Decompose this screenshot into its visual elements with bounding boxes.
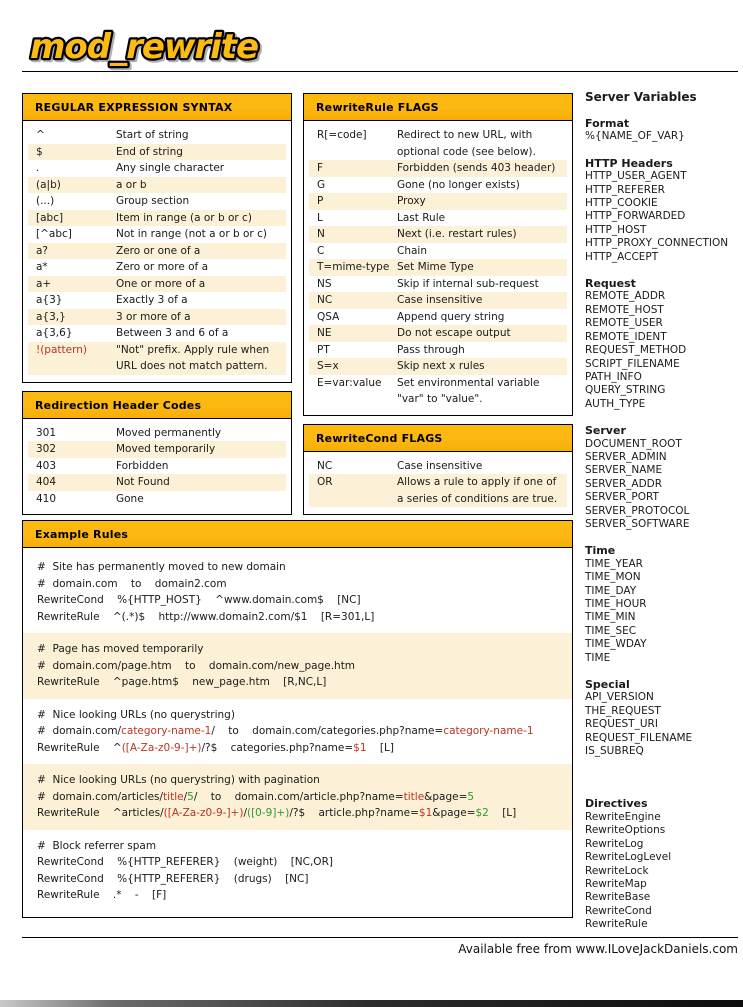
sidebar-section <box>585 277 739 411</box>
table-row <box>309 276 567 293</box>
logo-text: mod_rewrite <box>30 27 259 67</box>
code-segment: # Page has moved temporarily <box>37 643 204 655</box>
table-row <box>28 342 286 375</box>
code-segment: # Nice looking URLs (no querystring) <box>37 708 235 721</box>
description-cell: Skip next x rules <box>397 360 485 372</box>
code-cell: 410 <box>36 492 57 505</box>
code-cell: S=x <box>317 360 339 372</box>
server-variable: TIME_WDAY <box>585 638 647 651</box>
code-line <box>37 609 558 626</box>
server-variable: RewriteLock <box>585 864 649 877</box>
left-column <box>22 93 292 515</box>
example-rule-block <box>23 830 572 912</box>
code-cell: . <box>36 162 40 174</box>
table-row <box>28 425 286 442</box>
code-line <box>37 576 558 593</box>
code-cell: a? <box>36 244 49 257</box>
server-variable: RewriteMap <box>585 877 647 890</box>
description-cell: Start of string <box>116 129 189 141</box>
description-cell: Gone <box>116 492 144 505</box>
regex-syntax-panel <box>22 93 292 383</box>
example-rule-block <box>23 633 572 699</box>
description-cell: Moved temporarily <box>116 443 216 455</box>
code-segment: $2 <box>475 807 489 819</box>
server-variable: RewriteEngine <box>585 810 661 823</box>
table-row <box>309 358 567 375</box>
table-row <box>28 474 286 491</box>
server-variable: SERVER_PROTOCOL <box>585 504 690 517</box>
table-row <box>28 292 286 309</box>
description-cell: One or more of a <box>116 277 206 290</box>
sidebar-section-heading: Format <box>585 117 630 130</box>
description-cell: Set Mime Type <box>397 261 474 273</box>
server-variable: HTTP_USER_AGENT <box>585 170 687 183</box>
redirect-codes-table <box>23 419 291 515</box>
code-segment: ([0-9]+) <box>246 807 290 819</box>
server-variable: REMOTE_USER <box>585 317 663 330</box>
server-variable: REMOTE_IDENT <box>585 330 667 343</box>
code-line <box>37 789 558 806</box>
table-row <box>28 177 286 194</box>
description-cell: Any single character <box>116 162 225 174</box>
sidebar-section <box>585 424 739 531</box>
description-cell: Forbidden <box>116 459 169 472</box>
code-segment: # Block referrer spam <box>37 839 157 852</box>
server-variable: HTTP_ACCEPT <box>585 250 659 263</box>
description-cell: Between 3 and 6 of a <box>116 327 229 339</box>
description-cell: Proxy <box>397 195 426 207</box>
example-rules-panel <box>22 520 573 918</box>
code-cell: a{3,} <box>36 310 66 323</box>
description-cell: Not in range (not a or b or c) <box>116 228 267 240</box>
code-segment: / <box>183 790 188 803</box>
code-segment: RewriteRule ^page.htm$ new_page.htm [R,NC,L] <box>37 676 327 688</box>
server-variable: HTTP_COOKIE <box>585 197 658 210</box>
server-variables-title: Server Variables <box>585 90 697 104</box>
code-cell: 403 <box>36 459 57 472</box>
code-segment: $1 <box>353 741 367 754</box>
code-cell: a{3,6} <box>36 327 73 339</box>
code-cell: G <box>317 178 326 191</box>
server-variable: THE_REQUEST <box>585 704 661 717</box>
code-cell: NC <box>317 294 333 306</box>
code-cell: 302 <box>36 443 57 455</box>
code-cell: (a|b) <box>36 178 61 191</box>
description-cell: End of string <box>116 145 183 158</box>
example-rule-block <box>23 551 572 633</box>
code-line <box>37 592 558 609</box>
server-variable: REQUEST_METHOD <box>585 344 687 357</box>
code-cell: R[=code] <box>317 129 367 141</box>
description-cell: Skip if internal sub-request <box>397 277 539 290</box>
code-cell: PT <box>317 343 330 356</box>
code-cell: OR <box>317 476 333 488</box>
server-variable: HTTP_FORWARDED <box>585 210 686 223</box>
sidebar-section-heading: Request <box>585 277 636 291</box>
server-variable: REQUEST_URI <box>585 718 658 731</box>
code-segment: # Nice looking URLs (no querystring) with pagination <box>37 774 320 786</box>
table-row <box>28 144 286 161</box>
regex-syntax-table <box>23 121 291 382</box>
code-cell: [^abc] <box>36 228 72 240</box>
example-rule-block <box>23 764 572 830</box>
code-segment: category-name-1 <box>121 725 212 737</box>
server-variable: DOCUMENT_ROOT <box>585 437 682 450</box>
example-rules-body <box>23 548 572 917</box>
code-cell: C <box>317 244 325 257</box>
description-cell: "Not" prefix. Apply rule when URL does not match pattern. <box>116 343 270 372</box>
code-segment: title <box>403 790 425 803</box>
server-variable: RewriteRule <box>585 918 648 931</box>
code-cell: NE <box>317 327 332 339</box>
code-segment: &page= <box>424 790 468 803</box>
code-cell: [abc] <box>36 211 64 224</box>
code-line <box>37 641 558 658</box>
code-segment: &page= <box>432 807 476 819</box>
code-cell: a{3} <box>36 294 63 306</box>
sidebar-section-heading: Special <box>585 678 630 692</box>
example-rule-block <box>23 699 572 765</box>
server-variable: RewriteBase <box>585 891 651 904</box>
table-row <box>28 243 286 260</box>
code-segment: category-name-1 <box>443 725 534 737</box>
server-variable: TIME_DAY <box>585 584 637 597</box>
server-variable: RewriteLogLevel <box>585 851 672 864</box>
table-row <box>309 210 567 227</box>
description-cell: Case insensitive <box>397 294 483 306</box>
code-cell: NS <box>317 277 332 290</box>
code-cell: a* <box>36 261 48 273</box>
code-segment: $1 <box>418 807 433 819</box>
bottom-edge-bar <box>0 1000 743 1007</box>
server-variable: PATH_INFO <box>585 370 642 383</box>
code-segment: [L] <box>366 741 394 754</box>
redirect-codes-panel <box>22 391 292 516</box>
code-segment: /?$ categories.php?name= <box>201 741 354 754</box>
description-cell: Item in range (a or b or c) <box>116 211 252 224</box>
code-line <box>37 871 558 888</box>
description-cell: Zero or one of a <box>116 244 201 257</box>
server-variable: TIME_MIN <box>585 611 636 624</box>
table-row <box>309 458 567 475</box>
code-segment: title <box>163 790 184 803</box>
table-row <box>309 375 567 408</box>
sidebar-section-heading: HTTP Headers <box>585 156 673 170</box>
code-segment: RewriteCond %{HTTP_HOST} ^www.domain.com$ [NC] <box>37 594 361 606</box>
code-line <box>37 723 558 740</box>
code-segment: / to domain.com/categories.php?name= <box>211 725 444 737</box>
rewriterule-flags-table <box>304 121 572 415</box>
table-row <box>28 193 286 210</box>
server-variable: HTTP_PROXY_CONNECTION <box>585 237 729 250</box>
code-segment: RewriteRule .* - [F] <box>37 889 167 901</box>
description-cell: Append query string <box>397 310 505 323</box>
description-cell: 3 or more of a <box>116 310 191 323</box>
description-cell: Zero or more of a <box>116 261 209 273</box>
regex-syntax-title: REGULAR EXPRESSION SYNTAX <box>23 94 291 121</box>
server-variable: TIME <box>585 651 611 664</box>
server-variable: SCRIPT_FILENAME <box>585 357 680 370</box>
table-row <box>28 127 286 144</box>
server-variable: SERVER_ADMIN <box>585 450 667 463</box>
description-cell: Moved permanently <box>116 426 222 439</box>
code-cell: 301 <box>36 426 57 439</box>
description-cell: Case insensitive <box>397 459 483 472</box>
code-line <box>37 658 558 675</box>
description-cell: Allows a rule to apply if one of a series of conditions are true. <box>397 476 558 505</box>
code-segment: RewriteCond %{HTTP_REFERER} (drugs) [NC] <box>37 872 309 885</box>
table-row <box>309 226 567 243</box>
code-line <box>37 740 558 757</box>
server-variable: %{NAME_OF_VAR} <box>585 130 685 143</box>
code-line <box>37 887 558 904</box>
description-cell: Exactly 3 of a <box>116 294 188 306</box>
description-cell: Chain <box>397 244 427 257</box>
code-segment: ([A-Za-z0-9-]+) <box>121 741 202 754</box>
server-variable: SERVER_SOFTWARE <box>585 517 690 530</box>
table-row <box>309 243 567 260</box>
code-cell: ^ <box>36 129 45 141</box>
code-segment: # domain.com/page.htm to domain.com/new_page.htm <box>37 659 356 672</box>
server-variable: RewriteLog <box>585 837 644 850</box>
server-variable: HTTP_REFERER <box>585 183 665 196</box>
code-segment: /?$ article.php?name= <box>289 807 419 819</box>
server-variable: SERVER_NAME <box>585 464 663 477</box>
table-row <box>309 342 567 359</box>
rewritecond-flags-panel <box>303 424 573 516</box>
code-segment: # domain.com/ <box>37 725 122 737</box>
code-segment: RewriteCond %{HTTP_REFERER} (weight) [NC,OR] <box>37 856 333 868</box>
server-variable: HTTP_HOST <box>585 223 647 236</box>
server-variable: SERVER_PORT <box>585 491 659 504</box>
description-cell: Set environmental variable "var" to "value". <box>397 376 540 405</box>
code-line <box>37 772 558 789</box>
code-line <box>37 707 558 724</box>
sidebar-section-heading: Server <box>585 424 626 438</box>
rewritecond-flags-table <box>304 452 572 515</box>
code-segment: [L] <box>488 807 517 819</box>
description-cell: Forbidden (sends 403 header) <box>397 162 556 174</box>
code-cell: T=mime-type <box>317 261 390 273</box>
sidebar-section <box>585 157 739 264</box>
table-row <box>28 276 286 293</box>
table-row <box>28 226 286 243</box>
description-cell: Last Rule <box>397 211 446 224</box>
footer-divider <box>22 937 738 938</box>
code-segment: RewriteRule ^ <box>37 741 122 754</box>
code-segment: 5 <box>467 790 475 803</box>
description-cell: a or b <box>116 178 147 191</box>
server-variables-sections <box>585 117 739 932</box>
code-cell: $ <box>36 145 43 158</box>
rewriterule-flags-title: RewriteRule FLAGS <box>304 94 572 121</box>
table-row <box>28 309 286 326</box>
code-segment: / to domain.com/article.php?name= <box>193 790 404 803</box>
code-line <box>37 674 558 691</box>
table-row <box>28 458 286 475</box>
footer-credit: Available free from www.ILoveJackDaniels.com <box>458 942 738 956</box>
header-divider <box>22 71 738 72</box>
table-row <box>309 474 567 507</box>
table-row <box>28 259 286 276</box>
code-line <box>37 838 558 855</box>
code-segment: # domain.com to domain2.com <box>37 577 227 590</box>
code-line <box>37 559 558 576</box>
description-cell: Pass through <box>397 343 465 356</box>
sidebar-section <box>585 678 739 758</box>
example-rules-title: Example Rules <box>23 521 572 548</box>
code-cell: !(pattern) <box>36 343 87 356</box>
code-cell: L <box>317 211 323 224</box>
server-variable: REQUEST_FILENAME <box>585 731 693 744</box>
table-row <box>28 210 286 227</box>
code-cell: F <box>317 162 324 174</box>
code-cell: QSA <box>317 310 340 323</box>
code-segment: ([A-Za-z0-9-]+) <box>163 807 244 819</box>
rewriterule-flags-panel <box>303 93 573 416</box>
code-segment: RewriteRule ^(.*)$ http://www.domain2.com/$1 [R=301,L] <box>37 610 375 623</box>
sidebar-section <box>585 117 739 144</box>
code-segment: # Site has permanently moved to new domain <box>37 561 286 573</box>
code-cell: a+ <box>36 277 52 290</box>
redirect-codes-title: Redirection Header Codes <box>23 392 291 419</box>
table-row <box>309 309 567 326</box>
sidebar-section-heading: Directives <box>585 797 648 811</box>
description-cell: Gone (no longer exists) <box>397 178 520 191</box>
table-row <box>28 160 286 177</box>
server-variable: RewriteCond <box>585 904 652 917</box>
table-row <box>28 491 286 508</box>
server-variable: TIME_SEC <box>585 624 637 637</box>
rewritecond-flags-title: RewriteCond FLAGS <box>304 425 572 452</box>
server-variable: RewriteOptions <box>585 824 666 837</box>
server-variable: QUERY_STRING <box>585 384 666 397</box>
table-row <box>28 441 286 458</box>
server-variable: REMOTE_HOST <box>585 303 664 316</box>
server-variable: AUTH_TYPE <box>585 397 646 410</box>
middle-column <box>303 93 573 515</box>
code-segment: 5 <box>187 790 194 803</box>
table-row <box>309 259 567 276</box>
sidebar-section-heading: Time <box>585 544 616 558</box>
code-cell: P <box>317 195 324 207</box>
server-variable: TIME_HOUR <box>585 598 647 610</box>
server-variable: REMOTE_ADDR <box>585 290 666 303</box>
table-row <box>28 325 286 342</box>
server-variable: IS_SUBREQ <box>585 745 644 758</box>
table-row <box>309 160 567 177</box>
table-row <box>309 193 567 210</box>
description-cell: Not Found <box>116 476 170 488</box>
sidebar-section <box>585 544 739 665</box>
code-line <box>37 854 558 871</box>
code-cell: E=var:value <box>317 376 382 389</box>
table-row <box>309 325 567 342</box>
code-cell: 404 <box>36 476 57 488</box>
code-cell: (...) <box>36 195 55 207</box>
code-segment: / <box>243 807 247 819</box>
code-cell: N <box>317 228 325 240</box>
description-cell: Next (i.e. restart rules) <box>397 228 517 240</box>
table-row <box>309 292 567 309</box>
table-row <box>309 127 567 160</box>
mod-rewrite-logo <box>24 18 354 74</box>
server-variable: TIME_YEAR <box>585 557 643 570</box>
server-variable: SERVER_ADDR <box>585 477 663 490</box>
code-line <box>37 805 558 822</box>
sidebar-section <box>585 797 739 931</box>
code-cell: NC <box>317 459 333 472</box>
code-segment: RewriteRule ^articles/ <box>37 807 164 819</box>
server-variables-panel <box>585 90 739 932</box>
description-cell: Do not escape output <box>397 327 511 339</box>
server-variable: API_VERSION <box>585 691 654 704</box>
description-cell: Redirect to new URL, with optional code (see below). <box>397 129 536 158</box>
table-row <box>309 177 567 194</box>
code-segment: # domain.com/articles/ <box>37 790 164 803</box>
description-cell: Group section <box>116 195 190 207</box>
server-variable: TIME_MON <box>585 571 641 584</box>
